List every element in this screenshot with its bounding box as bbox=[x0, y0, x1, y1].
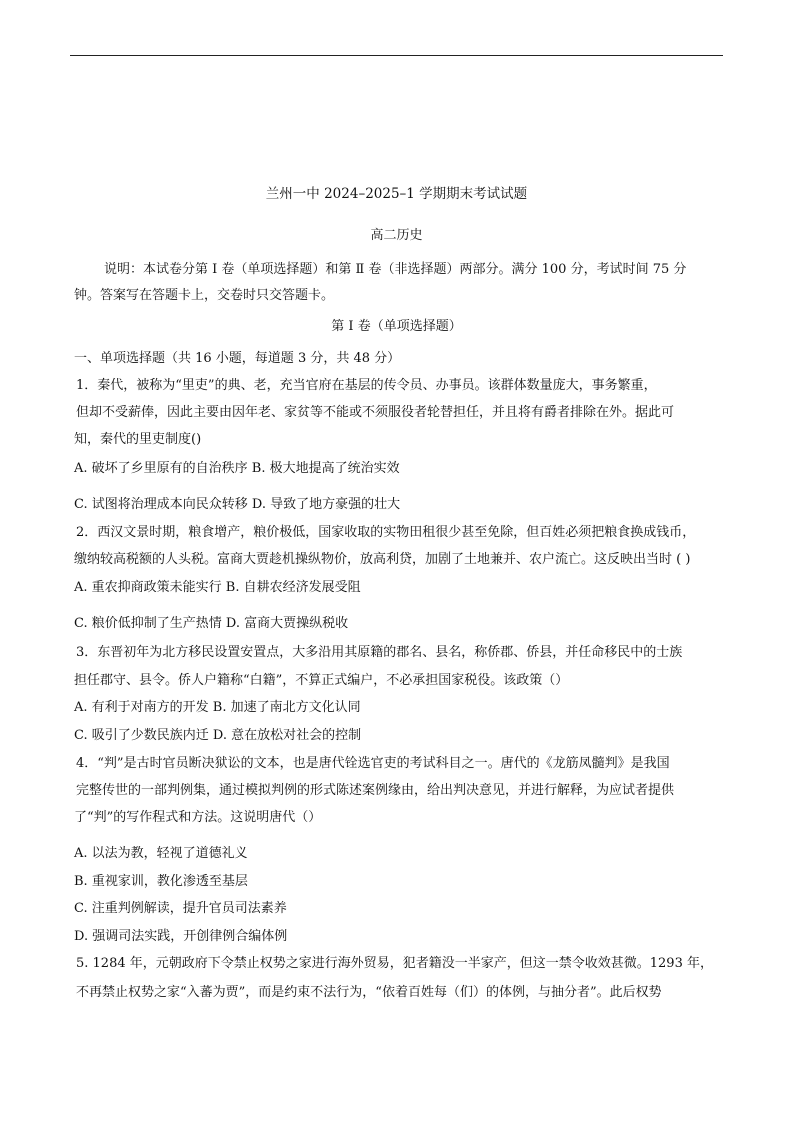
question-text-line: 1．秦代，被称为“里吏”的典、老，充当官府在基层的传令员、办事员。该群体数量庞大，事务繁重， bbox=[76, 378, 657, 393]
question-text-line: 5. 1284 年，元朝政府下令禁止权势之家进行海外贸易，犯者籍没一半家产，但这一禁令收效甚微。1293 年， bbox=[76, 956, 713, 971]
option-line: A. 以法为教，轻视了道德礼义 bbox=[74, 846, 248, 861]
option-line: C. 试图将治理成本向民众转移 D. 导致了地方豪强的壮大 bbox=[74, 497, 401, 512]
question-text-line: 知，秦代的里吏制度() bbox=[74, 432, 202, 447]
question-text-line: 但却不受薪俸，因此主要由因年老、家贫等不能或不须服役者轮替担任，并且将有爵者排除在外。据此可 bbox=[76, 405, 675, 420]
exam-subject: 高二历史 bbox=[370, 228, 423, 243]
option-line: D. 强调司法实践，开创律例合编体例 bbox=[74, 929, 288, 944]
section-heading: 一、单项选择题（共 16 小题，每道题 3 分，共 48 分） bbox=[74, 351, 401, 366]
question-text-line: 2．西汉文景时期，粮食增产，粮价极低，国家收取的实物田租很少甚至免除，但百姓必须把粮食换成钱币， bbox=[76, 525, 696, 540]
option-line: C. 粮价低抑制了生产热情 D. 富商大贾操纵税收 bbox=[74, 616, 349, 631]
instructions-line-1: 说明：本试卷分第 Ⅰ 卷（单项选择题）和第 Ⅱ 卷（非选择题）两部分。满分 100 分，考试时间 75 分 bbox=[104, 262, 687, 277]
part-title: 第 Ⅰ 卷（单项选择题） bbox=[331, 319, 462, 334]
question-text-line: 了“判”的写作程式和方法。这说明唐代（） bbox=[74, 810, 322, 825]
exam-title: 兰州一中 2024–2025–1 学期期末考试试题 bbox=[265, 186, 528, 202]
question-text-line: 3．东晋初年为北方移民设置安置点，大多沿用其原籍的郡名、县名，称侨郡、侨县，并任命移民中的士族 bbox=[76, 645, 683, 660]
option-line: C. 注重判例解读，提升官员司法素养 bbox=[74, 901, 287, 916]
question-text-line: 担任郡守、县令。侨人户籍称“白籍”，不算正式编户，不必承担国家税役。该政策（） bbox=[74, 673, 569, 688]
instructions-line-2: 钟。答案写在答题卡上，交卷时只交答题卡。 bbox=[74, 288, 335, 303]
option-line: A. 破坏了乡里原有的自治秩序 B. 极大地提高了统治实效 bbox=[74, 461, 400, 476]
option-line: A. 有利于对南方的开发 B. 加速了南北方文化认同 bbox=[74, 700, 361, 715]
option-line: B. 重视家训，教化渗透至基层 bbox=[74, 874, 248, 889]
question-text-line: 4．“判”是古时官员断决狱讼的文本，也是唐代铨选官吏的考试科目之一。唐代的《龙筋凤髓判》是我国 bbox=[76, 756, 670, 771]
question-text-line: 完整传世的一部判例集，通过模拟判例的形式陈述案例缘由，给出判决意见，并进行解释，为应试者提供 bbox=[76, 783, 675, 798]
option-line: A. 重农抑商政策未能实行 B. 自耕农经济发展受阻 bbox=[74, 580, 361, 595]
question-text-line: 不再禁止权势之家“入蕃为贾”，而是约束不法行为，“依着百姓每（们）的体例，与抽分者”。此后权势 bbox=[76, 985, 662, 1000]
option-line: C. 吸引了少数民族内迁 D. 意在放松对社会的控制 bbox=[74, 728, 362, 743]
question-text-line: 缴纳较高税额的人头税。富商大贾趁机操纵物价，放高利贷，加剧了土地兼并、农户流亡。这反映出当时 ( ) bbox=[74, 552, 691, 567]
header-rule bbox=[70, 55, 723, 56]
